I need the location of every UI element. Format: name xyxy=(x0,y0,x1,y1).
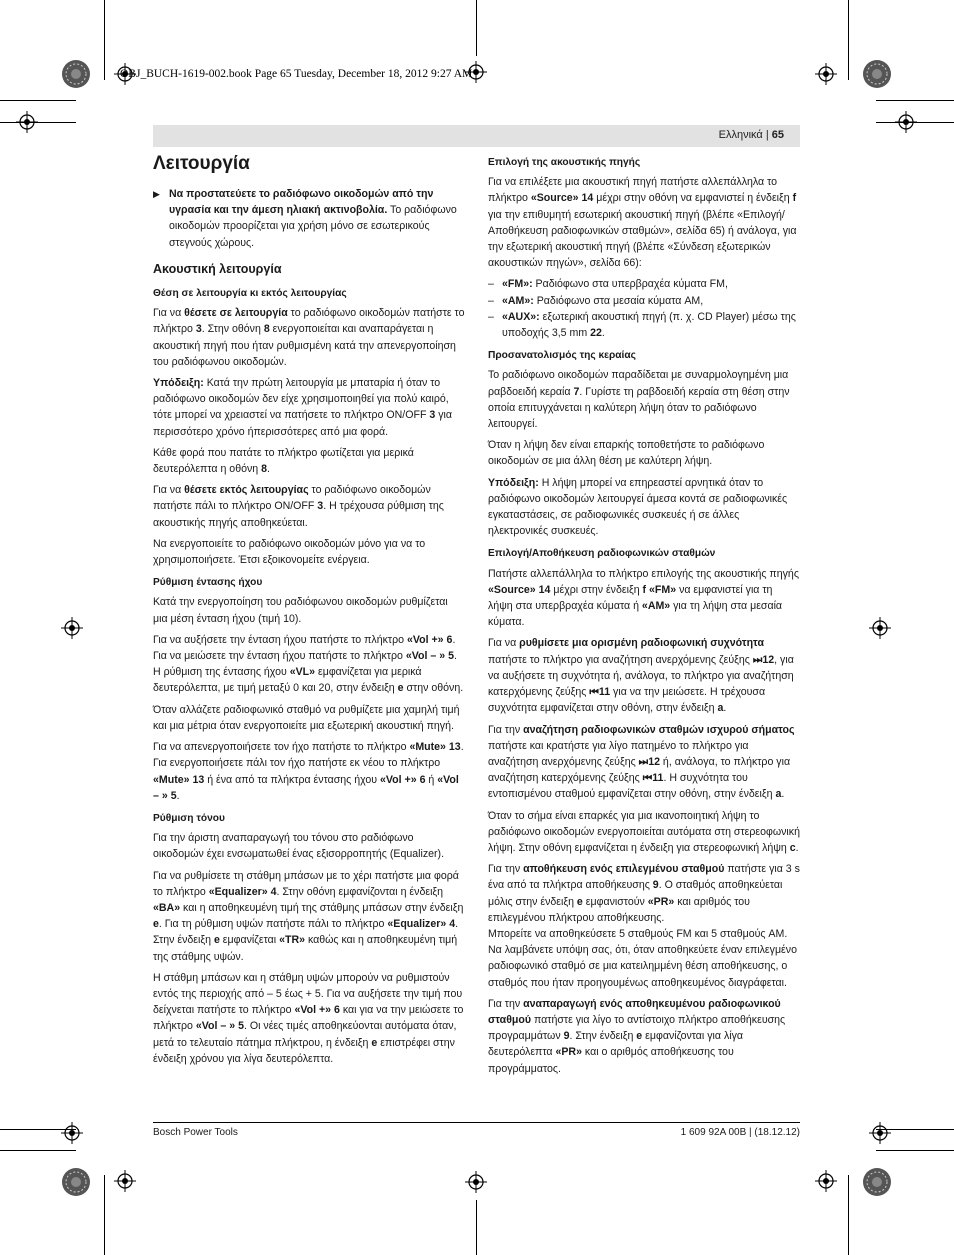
paragraph: Για να επιλέξετε μια ακουστική πηγή πατήστε αλλεπάλληλα το πλήκτρο «Source» 14 μέχρι στην οθόνη να εμφανιστεί η ένδειξη f για την επιθυμητή εσωτερική ακουστική πηγή (βλέπε «Επιλογή/Αποθήκευση ραδιοφωνικών σταθμών», σελίδα 65) ή ανάλογα, για την εξωτερική ακουστική πηγή (βλέπε «Σύνδεση εξωτερικών ακουστικών πηγών», σελίδα 66): xyxy=(488,176,797,270)
crop-line xyxy=(0,122,76,123)
header-separator: | xyxy=(765,129,769,141)
paragraph: Κατά την ενεργοποίηση του ραδιόφωνου οικοδομών ρυθμίζεται μια μέση ένταση ήχου (τιμή 10). xyxy=(153,596,448,625)
seek-down-icon: ⏮ xyxy=(642,772,653,785)
crop-line xyxy=(0,100,76,101)
paragraph: Για την αναζήτηση ραδιοφωνικών σταθμών ισχυρού σήματος πατήστε και κρατήστε για λίγο πατημένο το πλήκτρο για αναζήτηση ανερχόμενης ζεύξης ⏭12 ή, ανάλογα, το πλήκτρο για αναζήτηση κατερχόμενης ζεύξης ⏮11. Η συχνότητα του εντοπισμένου σταθμού εμφανίζεται στην οθόνη, στην ένδειξη a. xyxy=(488,723,795,801)
list-item: – «AUX»: εξωτερική ακουστική πηγή (π. χ. CD Player) μέσω της υποδοχής 3,5 mm 22. xyxy=(488,310,796,340)
paragraph: Όταν η λήψη δεν είναι επαρκής τοποθετήστε το ραδιόφωνο οικοδομών σε μια άλλη θέση με καλύτερη λήψη. xyxy=(488,439,765,468)
paragraph: Όταν το σήμα είναι επαρκές για μια ικανοποιητική λήψη το ραδιόφωνο οικοδομών ενεργοποιείται αυτόματα στη στερεοφωνική λήψη. Στην οθόνη εμφανίζεται η ένδειξη για στερεοφωνική λήψη c. xyxy=(488,809,800,854)
footer-doc-number: 1 609 92A 00B | (18.12.12) xyxy=(680,1127,800,1138)
crop-line xyxy=(476,1200,477,1255)
warning-item: ▶ Να προστατεύετε το ραδιόφωνο οικοδομών από την υγρασία και την άμεση ηλιακή ακτινοβολία. Το ραδιόφωνο οικοδομών προορίζεται για χρήση μόνο σε εσωτερικούς στεγνούς χώρους. xyxy=(153,188,457,249)
crop-line xyxy=(104,1175,105,1255)
print-slug: OBJ_BUCH-1619-002.book Page 65 Tuesday, December 18, 2012 9:27 AM xyxy=(120,68,473,80)
footer-rule xyxy=(153,1122,800,1123)
paragraph: Να ενεργοποιείτε το ραδιόφωνο οικοδομών μόνο για να το χρησιμοποιήσετε. Έτσι εξοικονομείτε ενέργεια. xyxy=(153,537,426,567)
paragraph: Για να αυξήσετε την ένταση ήχου πατήστε το πλήκτρο «Vol +» 6. Για να μειώσετε την ένταση ήχου πατήστε το πλήκτρο «Vol – » 5. Η ρύθμιση της έντασης ήχου «VL» εμφανίζεται για μερικά δευτερόλεπτα, με τιμή μεταξύ 0 και 20, στην ένδειξη e στην οθόνη. xyxy=(153,633,464,695)
paragraph: Το ραδιόφωνο οικοδομών παραδίδεται με συναρμολογημένη μια ραβδοειδή κεραία 7. Γυρίστε τη ραβδοειδή κεραία στη θέση στην οποία επιτυγχάνεται η καλύτερη λήψη όταν το ραδιόφωνο λειτουργεί. xyxy=(488,369,790,431)
crop-line xyxy=(848,0,849,80)
registration-mark-icon xyxy=(114,1170,136,1192)
subheading: Επιλογή της ακουστικής πηγής xyxy=(488,157,641,168)
seek-up-icon: ⏭ xyxy=(638,755,649,768)
registration-mark-icon xyxy=(869,1122,891,1144)
list-item: – «FM»: Ραδιόφωνο στα υπερβραχέα κύματα FM, xyxy=(488,278,728,291)
crop-line xyxy=(876,1150,954,1151)
paragraph: Όταν αλλάζετε ραδιοφωνικό σταθμό να ρυθμίζετε μια χαμηλή τιμή και μια μέτρια όταν ενεργοποιείτε μια εξωτερική ακουστική πηγή. xyxy=(153,703,460,732)
note-paragraph: Υπόδειξη: Κατά την πρώτη λειτουργία με μπαταρία ή όταν το ραδιόφωνο οικοδομών δεν είχε χρησιμοποιηθεί για πολύ καιρό, τότε μπορεί να χρειαστεί να πατήσετε το πλήκτρο ON/OFF 3 για περισσότερο χρόνο ήπερισσότερες από μια φορά. xyxy=(153,377,453,438)
paragraph: Για να απενεργοποιήσετε τον ήχο πατήστε το πλήκτρο «Mute» 13. Για ενεργοποιήσετε πάλι τον ήχο πατήστε εκ νέου το πλήκτρο «Mute» 13 ή ένα από τα πλήκτρα έντασης ήχου «Vol +» 6 ή «Vol – » 5. xyxy=(153,741,464,802)
header-text xyxy=(719,129,784,141)
subsection-title: Ακουστική λειτουργία xyxy=(153,261,282,276)
color-rosette-icon xyxy=(61,59,91,89)
left-column xyxy=(153,152,465,1072)
registration-mark-icon xyxy=(16,111,38,133)
list-item: – «AM»: Ραδιόφωνο στα μεσαία κύματα AM, xyxy=(488,294,704,307)
color-rosette-icon xyxy=(61,1167,91,1197)
paragraph: Για την άριστη αναπαραγωγή του τόνου στο ραδιόφωνο οικοδομών έχει ενσωματωθεί ένας εξισορροπητής (Equalizer). xyxy=(153,832,445,861)
paragraph: Για να θέσετε σε λειτουργία το ραδιόφωνο οικοδομών πατήστε το πλήκτρο 3. Στην οθόνη 8 ενεργοποιείται και αναπαράγεται η ακουστική πηγή που ήταν ρυθμισμένη κατά την απενεργοποίηση του ραδιόφωνου οικοδομών. xyxy=(153,307,465,368)
paragraph: Για την αναπαραγωγή ενός αποθηκευμένου ραδιοφωνικού σταθμού πατήστε για λίγο το αντίστοιχο πλήκτρο αποθήκευσης προγραμμάτων 9. Στην ένδειξη e εμφανίζονται για λίγα δευτερόλεπτα «PR» και ο αριθμός αποθήκευσης του προγράμματος. xyxy=(488,997,786,1075)
section-title: Λειτουργία xyxy=(153,153,250,174)
page-header xyxy=(153,125,800,147)
header-language: Ελληνικά xyxy=(718,129,763,141)
note-paragraph: Υπόδειξη: Η λήψη μπορεί να επηρεαστεί αρνητικά όταν το ραδιόφωνο οικοδομών λειτουργεί άμεσα κοντά σε ραδιοφωνικές εγκαταστάσεις, σε ραδιοφωνικές συσκευές ή σε άλλες ηλεκτρονικές συσκευές. xyxy=(488,476,788,538)
subheading: Προσανατολισμός της κεραίας xyxy=(488,350,636,362)
source-list xyxy=(488,276,800,341)
registration-mark-icon xyxy=(815,63,837,85)
color-rosette-icon xyxy=(862,59,892,89)
paragraph: Η στάθμη μπάσων και η στάθμη υψών μπορούν να ρυθμιστούν εντός της περιοχής από – 5 έως + 5. Για να αυξήσετε την τιμή που δείχνεται πατήστε το πλήκτρο «Vol +» 6 και για να την μειώσετε το πλήκτρο «Vol – » 5. Οι νέες τιμές αποθηκεύονται αυτόματα όταν, μετά το τελευταίο πάτημα πλήκτρου, η ένδειξη e επιστρέφει στην ένδειξη χρόνου για λίγα δευτερόλεπτα. xyxy=(153,971,464,1065)
paragraph: Κάθε φορά που πατάτε το πλήκτρο φωτίζεται για μερικά δευτερόλεπτα η οθόνη 8. xyxy=(153,446,414,476)
crop-line xyxy=(104,0,105,80)
footer-brand: Bosch Power Tools xyxy=(153,1127,238,1138)
subheading: Επιλογή/Αποθήκευση ραδιοφωνικών σταθμών xyxy=(488,548,716,560)
crop-line xyxy=(848,1175,849,1255)
paragraph: Για να ρυθμίσετε μια ορισμένη ραδιοφωνική συχνότητα πατήστε το πλήκτρο για αναζήτηση ανερχόμενης ζεύξης ⏭12, για να αυξήσετε τη συχνότητα ή, ανάλογα, το πλήκτρο για αναζήτηση κατερχόμενης ζεύξης ⏮11 για να την μειώσετε. Η τρέχουσα συχνότητα εμφανίζεται στην οθόνη, στην ένδειξη a. xyxy=(488,637,794,715)
seek-down-icon: ⏮ xyxy=(589,686,599,699)
right-column xyxy=(488,155,800,1082)
subheading: Ρύθμιση τόνου xyxy=(153,812,225,824)
registration-mark-icon xyxy=(61,617,83,639)
crop-line xyxy=(0,1150,76,1151)
paragraph: Για την αποθήκευση ενός επιλεγμένου σταθμού πατήστε για 3 s ένα από τα πλήκτρα αποθήκευσης 9. Ο σταθμός αποθηκεύεται μόλις στην ένδειξη e εμφανιστούν «PR» και αριθμός του επιλεγμένου πλήκτρου αποθήκευσης. xyxy=(488,863,800,924)
crop-line xyxy=(876,100,954,101)
page-number: 65 xyxy=(771,129,784,141)
registration-mark-icon xyxy=(815,1170,837,1192)
paragraph: Για να ρυθμίσετε τη στάθμη μπάσων με το χέρι πατήστε μια φορά το πλήκτρο «Equalizer» 4. Στην οθόνη εμφανίζονται η ένδειξη «BA» και η αποθηκευμένη τιμή της στάθμης μπάσων στην ένδειξη e. Για τη ρύθμιση υψών πατήστε πάλι το πλήκτρο «Equalizer» 4. Στην ένδειξη e εμφανίζεται «TR» καθώς και η αποθηκευμένη τιμή της στάθμης υψών. xyxy=(153,869,464,963)
crop-line xyxy=(476,0,477,56)
registration-mark-icon xyxy=(61,1122,83,1144)
registration-mark-icon xyxy=(869,617,891,639)
paragraph: Μπορείτε να αποθηκεύσετε 5 σταθμούς FM και 5 σταθμούς AM. Να λαμβάνετε υπόψη σας, ότι, όταν αποθηκεύετε έναν επιλεγμένο ραδιοφωνικό σταθμό σε μια κατειλημμένη θέση αποθήκευσης, ο σταθμός που ήταν προηγουμένως αποθηκευμένος διαγράφεται. xyxy=(488,927,797,989)
subheading: Θέση σε λειτουργία κι εκτός λειτουργίας xyxy=(153,288,347,300)
paragraph: Πατήστε αλλεπάλληλα το πλήκτρο επιλογής της ακουστικής πηγής «Source» 14 μέχρι στην ένδειξη f «FM» να εμφανιστεί για τη λήψη στα υπερβραχέα κύματα ή «AM» για τη λήψη στα μεσαία κύματα. xyxy=(488,567,799,629)
registration-mark-icon xyxy=(895,111,917,133)
registration-mark-icon xyxy=(465,1171,487,1193)
color-rosette-icon xyxy=(862,1167,892,1197)
paragraph: Για να θέσετε εκτός λειτουργίας το ραδιόφωνο οικοδομών πατήστε πάλι το πλήκτρο ON/OFF 3. Η τρέχουσα ρύθμιση της ακουστικής πηγής αποθηκεύεται. xyxy=(153,484,444,529)
seek-up-icon: ⏭ xyxy=(752,653,763,666)
triangle-bullet-icon: ▶ xyxy=(153,189,160,199)
subheading: Ρύθμιση έντασης ήχου xyxy=(153,577,263,589)
